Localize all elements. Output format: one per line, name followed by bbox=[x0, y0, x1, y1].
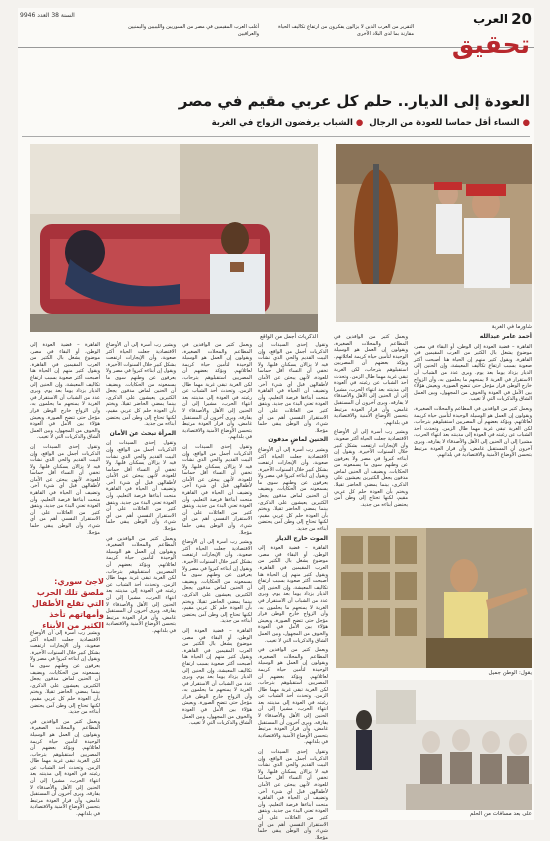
photo-classroom bbox=[336, 680, 532, 810]
column-text: ويعمل كثير من الوافدين في المطاعم والمحلات الصغيرة، ويقولون إن العمل هو الوسيلة الوحيدة لتأمين حياة كريمة لعائلاتهم. ويؤكد بعضهم أن المصريين استقبلوهم بترحاب، لكن الغربة تبقى غربة مهما طال الزمن. وتحدث أحد الشباب عن رغبته في العودة إلى مدينته بعد انتهاء الحرب، مشيرا إلى أن الحنين إلى الأهل والأصدقاء لا يفارقه. ويرى آخرون أن المستقبل غامض، وأن قرار العودة مرتبط بتحسن الأوضاع الأمنية والاقتصادية في بلدانهم. bbox=[182, 342, 252, 441]
bullet-icon: ● bbox=[355, 118, 364, 128]
column-text: وتقول إحدى السيدات إن الذكريات أجمل من الواقع، وإن البيت القديم والحي الذي نشأت فيه لا يزالان يسكنان قلبها. ولا تخفي أن النساء أقل حماسا للعودة، لأنهن يبحثن عن الأمان لأطفالهن قبل أي شيء آخر. وتضيف أن الحياة في القاهرة منحت أبناءها فرصة التعليم، وأن العودة تعني البدء من جديد. ويتفق كثير من العائلات على أن الاستقرار النفسي أهم من أي شيء، وأن الوطن يبقى حلما مؤجلا. bbox=[106, 440, 176, 533]
issue-info: السنة 38 العدد 9946 bbox=[20, 12, 75, 19]
column-text: القاهرة – قضية العودة إلى الوطن، أو البقاء في مصر، موضوع يشغل بال الكثير من العرب المقيمين في القاهرة. ويقول كثير منهم إن الحياة هنا أصبحت أكثر صعوبة بسبب ارتفاع تكاليف المعيشة، وإن الحنين إلى الديار يزداد يوما بعد يوم. ويرى عدد من الشباب أن الاستقرار في الغربة لا يمنحهم ما يحلمون به، وأن الزواج خارج الوطن قرار مؤجل حتى تتضح الصورة. ويعيش هؤلاء بين الأمل في العودة والخوف من المجهول، وبين العمل الشاق والذكريات التي لا تغيب. bbox=[258, 545, 328, 644]
column-text: ويعمل كثير من الوافدين في المطاعم والمحلات الصغيرة، ويقولون إن العمل هو الوسيلة الوحيدة لتأمين حياة كريمة لعائلاتهم. ويؤكد بعضهم أن المصريين استقبلوهم بترحاب، لكن الغربة تبقى غربة مهما طال الزمن. وتحدث أحد الشباب عن رغبته في العودة إلى مدينته بعد انتهاء الحرب، مشيرا إلى أن الحنين إلى الأهل والأصدقاء لا يفارقه. ويرى آخرون أن المستقبل غامض، وأن قرار العودة مرتبط بتحسن الأوضاع الأمنية والاقتصادية في بلدانهم. bbox=[258, 647, 328, 746]
article-column-5 bbox=[106, 342, 176, 820]
column-text: ويشير رب أسرة إلى أن الأوضاع الاقتصادية جعلت الحياة أكثر صعوبة، وأن الإيجارات ارتفعت بشكل كبير خلال السنوات الأخيرة. ويقول إن أبناءه كبروا في مصر ولا يعرفون عن وطنهم سوى ما يسمعونه من الحكايات. ويضيف أن الحنين لماض مدفون يجعل الكثيرين يعيشون على الذكرى، بينما يمضي الحاضر ثقيلا. ويختم بأن العودة حلم كل عربي مقيم، لكنها تحتاج إلى وطن آمن يحتضن أبناءه من جديد. bbox=[30, 630, 100, 716]
subhead-1: النساء أقل حماسا للعودة من الرجال bbox=[369, 118, 520, 128]
photo-caption-main: الذكريات أجمل من الواقع bbox=[260, 334, 318, 340]
column-text: القاهرة – قضية العودة إلى الوطن، أو البقاء في مصر، موضوع يشغل بال الكثير من العرب المقيمين في القاهرة. ويقول كثير منهم إن الحياة هنا أصبحت أكثر صعوبة بسبب ارتفاع تكاليف المعيشة، وإن الحنين إلى الديار يزداد يوما بعد يوم. ويرى عدد من الشباب أن الاستقرار في الغربة لا يمنحهم ما يحلمون به، وأن الزواج خارج الوطن قرار مؤجل حتى تتضح الصورة. ويعيش هؤلاء بين الأمل في العودة والخوف من المجهول، وبين العمل الشاق والذكريات التي لا تغيب. bbox=[30, 342, 100, 441]
subheading-women: المرأة تبحث عن الأمان bbox=[109, 429, 176, 437]
brand-logo: العرب bbox=[473, 12, 508, 26]
top-teaser-2: أغلب العرب المقيمين في مصر من السوريين والليبيين واليمنيين والعراقيين bbox=[128, 24, 259, 37]
subheadline bbox=[30, 118, 530, 128]
headline: العودة إلى الديار.. حلم كل عربي مقيم في مصر bbox=[178, 92, 530, 110]
photo-shawarma bbox=[336, 144, 532, 322]
photo-caption-bottom: على بعد مسافات من الحلم bbox=[469, 811, 532, 817]
top-teaser-1: التقرير من العرب الذين لا يزالون يفكرون من ارتفاع تكاليف الحياة مقارنة بما لدى البلاد الأخرى bbox=[278, 24, 414, 37]
page-number: 20 bbox=[511, 10, 532, 28]
column-text: القاهرة – قضية العودة إلى الوطن، أو البقاء في مصر، موضوع يشغل بال الكثير من العرب المقيمين في القاهرة. ويقول كثير منهم إن الحياة هنا أصبحت أكثر صعوبة بسبب ارتفاع تكاليف المعيشة، وإن الحنين إلى الديار يزداد يوما بعد يوم. ويرى عدد من الشباب أن الاستقرار في الغربة لا يمنحهم ما يحلمون به، وأن الزواج خارج الوطن قرار مؤجل حتى تتضح الصورة. ويعيش هؤلاء بين الأمل في العودة والخوف من المجهول، وبين العمل الشاق والذكريات التي لا تغيب. bbox=[182, 627, 252, 727]
photo-caption-middle: يقول: الوطن جميل bbox=[488, 670, 532, 676]
article-column-4 bbox=[182, 342, 252, 820]
article-column-1 bbox=[414, 334, 532, 524]
article-column-6 bbox=[30, 342, 100, 572]
subheading-death: الموت خارج الديار bbox=[275, 534, 328, 542]
byline: أحمد عامر عبدالله bbox=[479, 333, 532, 340]
column-text: القاهرة – قضية العودة إلى الوطن، أو البقاء في مصر، موضوع يشغل بال الكثير من العرب المقيمين في القاهرة. ويقول كثير منهم إن الحياة هنا أصبحت أكثر صعوبة بسبب ارتفاع تكاليف المعيشة، وإن الحنين إلى الديار يزداد يوما بعد يوم. ويرى عدد من الشباب أن الاستقرار في الغربة لا يمنحهم ما يحلمون به، وأن الزواج خارج الوطن قرار مؤجل حتى تتضح الصورة. ويعيش هؤلاء بين الأمل في العودة والخوف من المجهول، وبين العمل الشاق والذكريات التي لا تغيب. bbox=[414, 343, 532, 403]
article-column-2 bbox=[334, 334, 408, 524]
column-text: ويعمل كثير من الوافدين في المطاعم والمحلات الصغيرة، ويقولون إن العمل هو الوسيلة الوحيدة لتأمين حياة كريمة لعائلاتهم. ويؤكد بعضهم أن المصريين استقبلوهم بترحاب، لكن الغربة تبقى غربة مهما طال الزمن. وتحدث أحد الشباب عن رغبته في العودة إلى مدينته بعد انتهاء الحرب، مشيرا إلى أن الحنين إلى الأهل والأصدقاء لا يفارقه. ويرى آخرون أن المستقبل غامض، وأن قرار العودة مرتبط بتحسن الأوضاع الأمنية والاقتصادية في بلدانهم. bbox=[106, 535, 176, 634]
column-text: ويعمل كثير من الوافدين في المطاعم والمحلات الصغيرة، ويقولون إن العمل هو الوسيلة الوحيدة لتأمين حياة كريمة لعائلاتهم. ويؤكد بعضهم أن المصريين استقبلوهم بترحاب، لكن الغربة تبقى غربة مهما طال الزمن. وتحدث أحد الشباب عن رغبته في العودة إلى مدينته بعد انتهاء الحرب، مشيرا إلى أن الحنين إلى الأهل والأصدقاء لا يفارقه. ويرى آخرون أن المستقبل غامض، وأن قرار العودة مرتبط بتحسن الأوضاع الأمنية والاقتصادية في بلدانهم. bbox=[334, 334, 408, 426]
column-text: وتقول إحدى السيدات إن الذكريات أجمل من الواقع، وإن البيت القديم والحي الذي نشأت فيه لا يزالان يسكنان قلبها. ولا تخفي أن النساء أقل حماسا للعودة، لأنهن يبحثن عن الأمان لأطفالهن قبل أي شيء آخر. وتضيف أن الحياة في القاهرة منحت أبناءها فرصة التعليم، وأن العودة تعني البدء من جديد. ويتفق كثير من العائلات على أن الاستقرار النفسي أهم من أي شيء، وأن الوطن يبقى حلما مؤجلا. bbox=[30, 443, 100, 536]
column-text: ويعمل كثير من الوافدين في المطاعم والمحلات الصغيرة، ويقولون إن العمل هو الوسيلة الوحيدة لتأمين حياة كريمة لعائلاتهم. ويؤكد بعضهم أن المصريين استقبلوهم بترحاب، لكن الغربة تبقى غربة مهما طال الزمن. وتحدث أحد الشباب عن رغبته في العودة إلى مدينته بعد انتهاء الحرب، مشيرا إلى أن الحنين إلى الأهل والأصدقاء لا يفارقه. ويرى آخرون أن المستقبل غامض، وأن قرار العودة مرتبط بتحسن الأوضاع الأمنية والاقتصادية في بلدانهم. bbox=[414, 405, 532, 459]
column-text: وتقول إحدى السيدات إن الذكريات أجمل من الواقع، وإن البيت القديم والحي الذي نشأت فيه لا يزالان يسكنان قلبها. ولا تخفي أن النساء أقل حماسا للعودة، لأنهن يبحثن عن الأمان لأطفالهن قبل أي شيء آخر. وتضيف أن الحياة في القاهرة منحت أبناءها فرصة التعليم، وأن العودة تعني البدء من جديد. ويتفق كثير من العائلات على أن الاستقرار النفسي أهم من أي شيء، وأن الوطن يبقى حلما مؤجلا. bbox=[258, 342, 328, 434]
section-label: تحقيق bbox=[451, 30, 530, 59]
column-text: وتقول إحدى السيدات إن الذكريات أجمل من الواقع، وإن البيت القديم والحي الذي نشأت فيه لا يزالان يسكنان قلبها. ولا تخفي أن النساء أقل حماسا للعودة، لأنهن يبحثن عن الأمان لأطفالهن قبل أي شيء آخر. وتضيف أن الحياة في القاهرة منحت أبناءها فرصة التعليم، وأن العودة تعني البدء من جديد. ويتفق كثير من العائلات على أن الاستقرار النفسي أهم من أي شيء، وأن الوطن يبقى حلما مؤجلا. bbox=[258, 749, 328, 841]
pull-quote: لاجئ سوري: ملصق تلك الحرب التي تقلع الأطفال وأمهاتهم تأخذ الكثير من الأبناء bbox=[31, 577, 104, 630]
subheading-nostalgia: الحنين لماضٍ مدفون bbox=[268, 436, 328, 444]
bullet-icon: ● bbox=[522, 118, 530, 128]
photo-shopkeeper bbox=[336, 528, 532, 668]
divider bbox=[22, 136, 530, 137]
photo-family-sofa bbox=[30, 144, 318, 332]
column-text: وتقول إحدى السيدات إن الذكريات أجمل من الواقع، وإن البيت القديم والحي الذي نشأت فيه لا يزالان يسكنان قلبها. ولا تخفي أن النساء أقل حماسا للعودة، لأنهن يبحثن عن الأمان لأطفالهن قبل أي شيء آخر. وتضيف أن الحياة في القاهرة منحت أبناءها فرصة التعليم، وأن العودة تعني البدء من جديد. ويتفق كثير من العائلات على أن الاستقرار النفسي أهم من أي شيء، وأن الوطن يبقى حلما مؤجلا. bbox=[182, 443, 252, 536]
column-text: ويشير رب أسرة إلى أن الأوضاع الاقتصادية جعلت الحياة أكثر صعوبة، وأن الإيجارات ارتفعت بشكل كبير خلال السنوات الأخيرة. ويقول إن أبناءه كبروا في مصر ولا يعرفون عن وطنهم سوى ما يسمعونه من الحكايات. ويضيف أن الحنين لماض مدفون يجعل الكثيرين يعيشون على الذكرى، بينما يمضي الحاضر ثقيلا. ويختم بأن العودة حلم كل عربي مقيم، لكنها تحتاج إلى وطن آمن يحتضن أبناءه من جديد. bbox=[106, 342, 176, 428]
column-text: ويعمل كثير من الوافدين في المطاعم والمحلات الصغيرة، ويقولون إن العمل هو الوسيلة الوحيدة لتأمين حياة كريمة لعائلاتهم. ويؤكد بعضهم أن المصريين استقبلوهم بترحاب، لكن الغربة تبقى غربة مهما طال الزمن. وتحدث أحد الشباب عن رغبته في العودة إلى مدينته بعد انتهاء الحرب، مشيرا إلى أن الحنين إلى الأهل والأصدقاء لا يفارقه. ويرى آخرون أن المستقبل غامض، وأن قرار العودة مرتبط بتحسن الأوضاع الأمنية والاقتصادية في بلدانهم. bbox=[30, 718, 100, 818]
article-column-3 bbox=[258, 342, 328, 841]
column-text: ويشير رب أسرة إلى أن الأوضاع الاقتصادية جعلت الحياة أكثر صعوبة، وأن الإيجارات ارتفعت بشكل كبير خلال السنوات الأخيرة. ويقول إن أبناءه كبروا في مصر ولا يعرفون عن وطنهم سوى ما يسمعونه من الحكايات. ويضيف أن الحنين لماض مدفون يجعل الكثيرين يعيشون على الذكرى، بينما يمضي الحاضر ثقيلا. ويختم بأن العودة حلم كل عربي مقيم، لكنها تحتاج إلى وطن آمن يحتضن أبناءه من جديد. bbox=[182, 539, 252, 625]
newspaper-page bbox=[18, 8, 534, 841]
subhead-2: الشباب يرفضون الزواج في الغربة bbox=[211, 118, 353, 128]
column-text: ويشير رب أسرة إلى أن الأوضاع الاقتصادية جعلت الحياة أكثر صعوبة، وأن الإيجارات ارتفعت بشكل كبير خلال السنوات الأخيرة. ويقول إن أبناءه كبروا في مصر ولا يعرفون عن وطنهم سوى ما يسمعونه من الحكايات. ويضيف أن الحنين لماض مدفون يجعل الكثيرين يعيشون على الذكرى، بينما يمضي الحاضر ثقيلا. ويختم بأن العودة حلم كل عربي مقيم، لكنها تحتاج إلى وطن آمن يحتضن أبناءه من جديد. bbox=[334, 429, 408, 508]
column-text: ويشير رب أسرة إلى أن الأوضاع الاقتصادية جعلت الحياة أكثر صعوبة، وأن الإيجارات ارتفعت بشكل كبير خلال السنوات الأخيرة. ويقول إن أبناءه كبروا في مصر ولا يعرفون عن وطنهم سوى ما يسمعونه من الحكايات. ويضيف أن الحنين لماض مدفون يجعل الكثيرين يعيشون على الذكرى، بينما يمضي الحاضر ثقيلا. ويختم بأن العودة حلم كل عربي مقيم، لكنها تحتاج إلى وطن آمن يحتضن أبناءه من جديد. bbox=[258, 446, 328, 533]
photo-caption-top: شاورما في الغربة bbox=[491, 324, 532, 330]
article-column-7 bbox=[30, 630, 100, 820]
